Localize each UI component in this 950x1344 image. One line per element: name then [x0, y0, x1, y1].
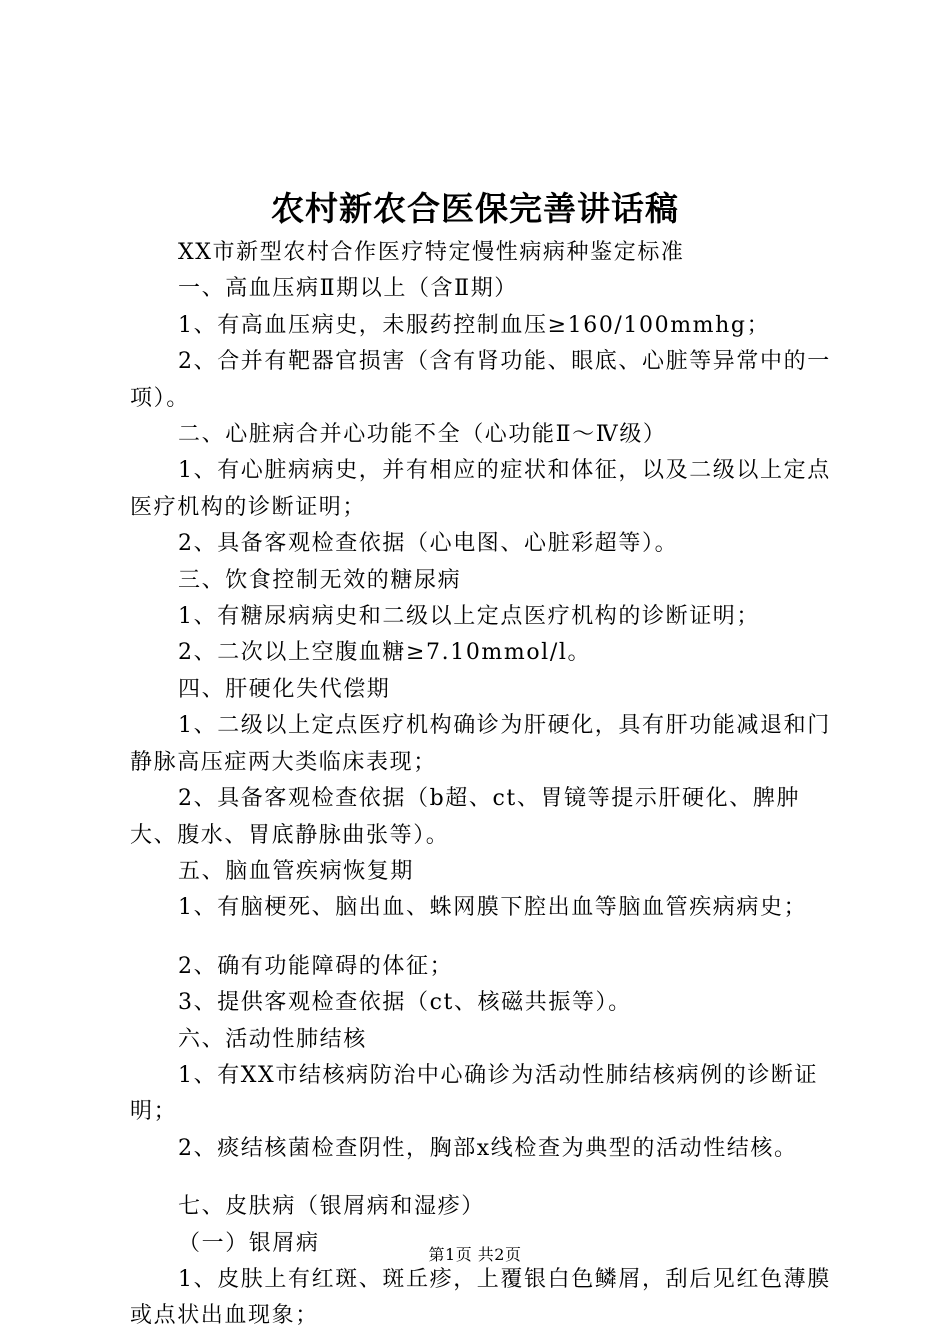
paragraph-gap [130, 1167, 840, 1189]
sub-heading: （一）银屑病 [178, 1230, 320, 1256]
section-heading: 六、活动性肺结核 [178, 1026, 367, 1052]
section-heading: 三、饮食控制无效的糖尿病 [178, 567, 462, 593]
page-footer: 第1页 共2页 [428, 1245, 522, 1264]
paragraph: 2、具备客观检查依据（心电图、心脏彩超等）。 [178, 531, 679, 557]
section-heading: 一、高血压病Ⅱ期以上（含Ⅱ期） [178, 276, 518, 302]
paragraph: 2、二次以上空腹血糖≥7.10mmol/l。 [178, 640, 592, 666]
section-heading: 二、心脏病合并心功能不全（心功能Ⅱ～Ⅳ级） [178, 422, 667, 448]
paragraph: 1、有脑梗死、脑出血、蛛网膜下腔出血等脑血管疾病病史； [178, 895, 808, 921]
paragraph: 2、合并有靶器官损害（含有肾功能、眼底、心脏等异常中的一项）。 [130, 349, 831, 411]
document-title: 农村新农合医保完善讲话稿 [271, 189, 679, 228]
document-body [130, 235, 840, 1335]
paragraph-gap [130, 927, 840, 949]
paragraph: 1、有糖尿病病史和二级以上定点医疗机构的诊断证明； [178, 604, 760, 630]
paragraph: 1、有心脏病病史，并有相应的症状和体征，以及二级以上定点医疗机构的诊断证明； [130, 458, 831, 520]
section-heading: 七、皮肤病（银屑病和湿疹） [178, 1194, 485, 1220]
paragraph: 2、痰结核菌检查阴性，胸部x线检查为典型的活动性结核。 [178, 1135, 798, 1161]
paragraph: 1、二级以上定点医疗机构确诊为肝硬化，具有肝功能减退和门静脉高压症两大类临床表现； [130, 713, 831, 775]
paragraph: 1、皮肤上有红斑、斑丘疹，上覆银白色鳞屑，刮后见红色薄膜或点状出血现象； [130, 1266, 831, 1329]
paragraph: 2、确有功能障碍的体征； [178, 953, 454, 979]
paragraph: XX市新型农村合作医疗特定慢性病病种鉴定标准 [178, 240, 685, 265]
paragraph: 1、有XX市结核病防治中心确诊为活动性肺结核病例的诊断证明； [130, 1062, 819, 1125]
section-heading: 五、脑血管疾病恢复期 [178, 858, 415, 884]
paragraph: 2、具备客观检查依据（b超、ct、胃镜等提示肝硬化、脾肿大、腹水、胃底静脉曲张等）。 [130, 786, 801, 848]
paragraph: 1、有高血压病史，未服药控制血压≥160/100mmhg； [178, 312, 771, 338]
paragraph: 3、提供客观检查依据（ct、核磁共振等）。 [178, 990, 632, 1016]
section-heading: 四、肝硬化失代偿期 [178, 676, 391, 702]
